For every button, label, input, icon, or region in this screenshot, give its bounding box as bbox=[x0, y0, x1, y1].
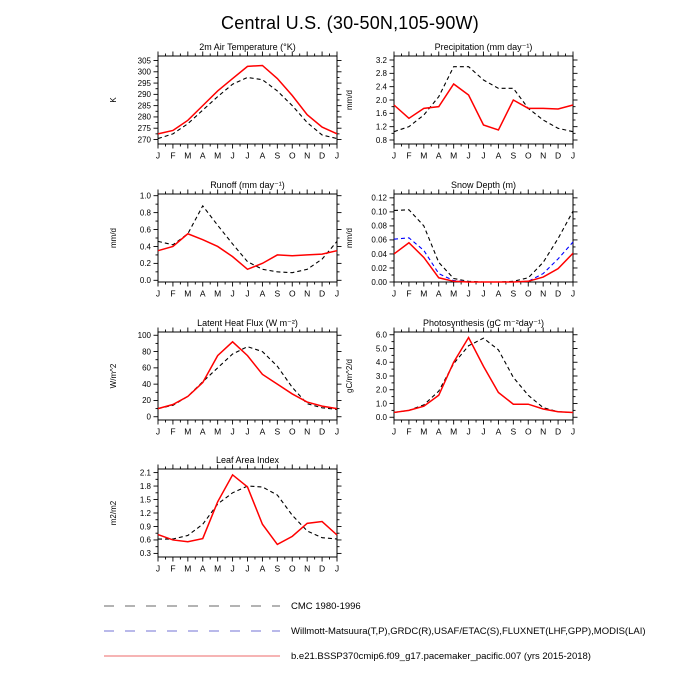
x-tick-label: M bbox=[450, 288, 458, 299]
y-tick-label: 0.4 bbox=[139, 242, 151, 252]
x-tick-label: F bbox=[406, 288, 412, 299]
x-tick-label: M bbox=[214, 150, 222, 161]
chart-title: Runoff (mm day⁻¹) bbox=[210, 180, 285, 190]
series-model-line bbox=[158, 342, 337, 409]
x-axis-labels bbox=[392, 289, 575, 299]
x-tick-label: J bbox=[391, 150, 397, 161]
y-axis-label: W/m^2 bbox=[109, 363, 118, 389]
y-tick-label: 1.2 bbox=[375, 122, 387, 132]
x-tick-label: J bbox=[155, 563, 161, 574]
x-axis-ticks bbox=[158, 190, 337, 287]
x-tick-label: J bbox=[481, 150, 486, 161]
x-tick-label: J bbox=[391, 426, 397, 437]
y-tick-label: 280 bbox=[137, 112, 151, 122]
y-tick-label: 0.9 bbox=[139, 522, 151, 532]
y-axis-ticks bbox=[154, 61, 342, 140]
y-tick-label: 2.0 bbox=[375, 95, 387, 105]
x-tick-label: A bbox=[495, 288, 502, 299]
y-axis-labels bbox=[376, 56, 388, 145]
x-tick-label: S bbox=[510, 150, 517, 161]
y-axis-label: mm/d bbox=[345, 228, 354, 248]
y-tick-label: 1.0 bbox=[375, 399, 387, 409]
x-tick-label: M bbox=[450, 426, 458, 437]
x-tick-label: M bbox=[214, 288, 222, 299]
series-cmc-line bbox=[394, 67, 573, 132]
plot-box bbox=[158, 56, 337, 144]
x-tick-label: A bbox=[259, 563, 266, 574]
y-tick-label: 1.8 bbox=[139, 481, 151, 491]
y-tick-label: 275 bbox=[137, 124, 151, 134]
chart-title: 2m Air Temperature (°K) bbox=[199, 42, 296, 52]
x-tick-label: S bbox=[274, 288, 281, 299]
chart-title: Snow Depth (m) bbox=[450, 180, 517, 190]
y-tick-label: 0.00 bbox=[371, 277, 387, 287]
x-tick-label: M bbox=[184, 150, 192, 161]
x-tick-label: O bbox=[524, 426, 532, 437]
y-tick-label: 1.0 bbox=[139, 191, 151, 201]
x-tick-label: A bbox=[199, 150, 206, 161]
y-tick-label: 0.8 bbox=[375, 135, 387, 145]
x-tick-label: O bbox=[288, 288, 296, 299]
x-tick-label: A bbox=[435, 288, 442, 299]
y-tick-label: 0.02 bbox=[371, 263, 387, 273]
chart-title: Leaf Area Index bbox=[215, 455, 280, 465]
y-tick-label: 80 bbox=[142, 347, 151, 357]
series-cmc-line bbox=[394, 338, 573, 412]
legend-line-model bbox=[104, 652, 282, 660]
y-tick-label: 0.08 bbox=[371, 221, 387, 231]
x-tick-label: O bbox=[288, 563, 296, 574]
y-tick-label: 305 bbox=[137, 56, 151, 66]
x-axis-ticks bbox=[394, 52, 573, 149]
x-tick-label: J bbox=[334, 150, 340, 161]
y-tick-label: 2.8 bbox=[375, 69, 387, 79]
y-axis-labels bbox=[138, 331, 152, 421]
x-tick-label: A bbox=[259, 426, 266, 437]
x-axis-ticks bbox=[158, 465, 337, 562]
y-tick-label: 290 bbox=[137, 90, 151, 100]
x-tick-label: F bbox=[406, 426, 412, 437]
x-tick-label: N bbox=[304, 288, 311, 299]
x-tick-label: S bbox=[274, 150, 281, 161]
x-axis-ticks bbox=[394, 190, 573, 287]
x-tick-label: M bbox=[214, 426, 222, 437]
y-tick-label: 285 bbox=[137, 101, 151, 111]
y-tick-label: 1.5 bbox=[139, 495, 151, 505]
x-tick-label: F bbox=[170, 288, 176, 299]
chart-title: Latent Heat Flux (W m⁻²) bbox=[197, 318, 298, 328]
y-tick-label: 300 bbox=[137, 67, 151, 77]
y-axis-ticks bbox=[154, 196, 342, 281]
x-tick-label: O bbox=[524, 150, 532, 161]
y-tick-label: 3.0 bbox=[375, 371, 387, 381]
y-tick-label: 0.3 bbox=[139, 549, 151, 559]
series-model-line bbox=[158, 475, 337, 545]
legend-item-model bbox=[104, 650, 664, 662]
x-axis-labels bbox=[156, 427, 339, 437]
x-tick-label: F bbox=[170, 563, 176, 574]
y-tick-label: 6.0 bbox=[375, 330, 387, 340]
x-tick-label: N bbox=[540, 288, 547, 299]
y-tick-label: 4.0 bbox=[375, 358, 387, 368]
x-tick-label: M bbox=[450, 150, 458, 161]
x-tick-label: J bbox=[570, 426, 576, 437]
x-tick-label: J bbox=[466, 288, 471, 299]
series-model-line bbox=[158, 65, 337, 133]
y-axis-ticks bbox=[390, 335, 578, 418]
x-tick-label: S bbox=[274, 426, 281, 437]
x-tick-label: M bbox=[214, 563, 222, 574]
x-tick-label: M bbox=[420, 288, 428, 299]
x-tick-label: D bbox=[555, 288, 562, 299]
y-tick-label: 270 bbox=[137, 135, 151, 145]
y-axis-label: gC/m^2/d bbox=[345, 359, 354, 393]
series-model-line bbox=[394, 338, 573, 413]
series-cmc-line bbox=[158, 486, 337, 539]
x-tick-label: J bbox=[570, 288, 576, 299]
x-tick-label: J bbox=[230, 150, 235, 161]
y-axis-label: mm/d bbox=[345, 90, 354, 110]
x-tick-label: F bbox=[170, 426, 176, 437]
x-tick-label: D bbox=[319, 150, 326, 161]
x-tick-label: J bbox=[334, 288, 340, 299]
y-tick-label: 0.0 bbox=[375, 413, 387, 423]
series-cmc-line bbox=[158, 77, 337, 138]
chart-precipitation bbox=[334, 40, 596, 172]
x-tick-label: A bbox=[259, 150, 266, 161]
y-tick-label: 0.8 bbox=[139, 208, 151, 218]
x-axis-labels bbox=[392, 427, 575, 437]
y-tick-label: 1.2 bbox=[139, 508, 151, 518]
x-tick-label: A bbox=[495, 426, 502, 437]
y-axis-label: K bbox=[109, 97, 118, 103]
x-tick-label: A bbox=[435, 426, 442, 437]
chart-runoff bbox=[98, 178, 360, 310]
x-tick-label: J bbox=[570, 150, 576, 161]
chart-snow-depth bbox=[334, 178, 596, 310]
x-tick-label: F bbox=[170, 150, 176, 161]
x-tick-label: N bbox=[540, 426, 547, 437]
y-tick-label: 20 bbox=[142, 396, 151, 406]
x-tick-label: J bbox=[245, 563, 250, 574]
x-axis-ticks bbox=[158, 328, 337, 425]
x-tick-label: A bbox=[495, 150, 502, 161]
y-tick-label: 1.6 bbox=[375, 109, 387, 119]
legend-item-obs bbox=[104, 625, 664, 637]
y-axis-labels bbox=[140, 191, 152, 285]
y-tick-label: 3.2 bbox=[375, 55, 387, 65]
plot-box bbox=[394, 194, 573, 282]
x-tick-label: J bbox=[481, 426, 486, 437]
figure-title: Central U.S. (30-50N,105-90W) bbox=[221, 13, 479, 33]
x-tick-label: D bbox=[319, 288, 326, 299]
chart-leaf-area-index bbox=[98, 453, 360, 585]
y-axis-ticks bbox=[390, 198, 578, 282]
chart-title: Photosynthesis (gC m⁻²day⁻¹) bbox=[422, 318, 545, 328]
x-tick-label: M bbox=[420, 150, 428, 161]
y-tick-label: 0.0 bbox=[139, 276, 151, 286]
x-tick-label: A bbox=[435, 150, 442, 161]
y-tick-label: 0.2 bbox=[139, 259, 151, 269]
x-tick-label: D bbox=[319, 426, 326, 437]
y-tick-label: 2.4 bbox=[375, 82, 387, 92]
x-tick-label: J bbox=[245, 150, 250, 161]
y-tick-label: 100 bbox=[137, 331, 151, 341]
x-tick-label: J bbox=[391, 288, 397, 299]
x-tick-label: J bbox=[466, 426, 471, 437]
plot-box bbox=[394, 56, 573, 144]
legend-line-obs bbox=[104, 627, 282, 635]
x-tick-label: A bbox=[199, 288, 206, 299]
y-axis-ticks bbox=[390, 60, 578, 140]
x-tick-label: J bbox=[155, 426, 161, 437]
x-tick-label: S bbox=[510, 288, 517, 299]
x-tick-label: J bbox=[245, 288, 250, 299]
x-tick-label: J bbox=[466, 150, 471, 161]
x-tick-label: D bbox=[319, 563, 326, 574]
chart-latent-heat-flux bbox=[98, 316, 360, 448]
x-tick-label: S bbox=[274, 563, 281, 574]
chart-air-temperature bbox=[98, 40, 360, 172]
series-cmc-line bbox=[158, 206, 337, 273]
x-tick-label: A bbox=[199, 563, 206, 574]
y-tick-label: 0 bbox=[146, 412, 151, 422]
y-tick-label: 60 bbox=[142, 363, 151, 373]
series-model-line bbox=[394, 84, 573, 130]
series-model-line bbox=[158, 234, 337, 270]
x-axis-labels bbox=[156, 564, 339, 574]
y-tick-label: 0.6 bbox=[139, 225, 151, 235]
y-tick-label: 0.10 bbox=[371, 207, 387, 217]
y-tick-label: 0.6 bbox=[139, 535, 151, 545]
x-tick-label: J bbox=[334, 563, 340, 574]
x-tick-label: A bbox=[259, 288, 266, 299]
x-tick-label: N bbox=[304, 150, 311, 161]
figure-legend bbox=[104, 600, 664, 675]
legend-line-cmc bbox=[104, 602, 282, 610]
x-tick-label: J bbox=[481, 288, 486, 299]
x-tick-label: O bbox=[524, 288, 532, 299]
x-tick-label: M bbox=[184, 563, 192, 574]
y-tick-label: 0.12 bbox=[371, 193, 387, 203]
x-tick-label: M bbox=[184, 426, 192, 437]
y-axis-label: m2/m2 bbox=[109, 500, 118, 526]
legend-label: b.e21.BSSP370cmip6.f09_g17.pacemaker_pacific.007 (yrs 2015-2018) bbox=[291, 650, 591, 662]
y-axis-labels bbox=[138, 56, 152, 144]
y-tick-label: 2.1 bbox=[139, 468, 151, 478]
plot-box bbox=[158, 332, 337, 420]
y-axis-labels bbox=[371, 194, 387, 287]
y-axis-labels bbox=[140, 468, 152, 558]
x-tick-label: J bbox=[334, 426, 340, 437]
y-tick-label: 5.0 bbox=[375, 344, 387, 354]
series-cmc-line bbox=[394, 210, 573, 282]
x-tick-label: N bbox=[540, 150, 547, 161]
x-tick-label: J bbox=[245, 426, 250, 437]
plot-box bbox=[158, 469, 337, 557]
chart-photosynthesis bbox=[334, 316, 596, 448]
x-tick-label: O bbox=[288, 426, 296, 437]
y-tick-label: 0.06 bbox=[371, 235, 387, 245]
y-tick-label: 0.04 bbox=[371, 249, 387, 259]
x-tick-label: M bbox=[420, 426, 428, 437]
x-tick-label: J bbox=[230, 563, 235, 574]
x-tick-label: O bbox=[288, 150, 296, 161]
y-tick-label: 295 bbox=[137, 78, 151, 88]
x-tick-label: J bbox=[230, 426, 235, 437]
x-tick-label: N bbox=[304, 563, 311, 574]
legend-label: Willmott-Matsuura(T,P),GRDC(R),USAF/ETAC(S),FLUXNET(LHF,GPP),MODIS(LAI) bbox=[291, 625, 646, 637]
legend-label: CMC 1980-1996 bbox=[291, 600, 361, 612]
x-tick-label: S bbox=[510, 426, 517, 437]
x-axis-labels bbox=[156, 151, 339, 161]
x-tick-label: M bbox=[184, 288, 192, 299]
legend-item-cmc bbox=[104, 600, 664, 612]
chart-title: Precipitation (mm day⁻¹) bbox=[434, 42, 533, 52]
x-tick-label: J bbox=[230, 288, 235, 299]
x-tick-label: D bbox=[555, 426, 562, 437]
x-axis-labels bbox=[156, 289, 339, 299]
y-axis-labels bbox=[376, 331, 388, 423]
y-axis-label: mm/d bbox=[109, 228, 118, 248]
x-tick-label: J bbox=[155, 288, 161, 299]
x-tick-label: D bbox=[555, 150, 562, 161]
x-tick-label: J bbox=[155, 150, 161, 161]
x-tick-label: A bbox=[199, 426, 206, 437]
x-tick-label: N bbox=[304, 426, 311, 437]
x-axis-labels bbox=[392, 151, 575, 161]
x-tick-label: F bbox=[406, 150, 412, 161]
y-tick-label: 2.0 bbox=[375, 385, 387, 395]
y-tick-label: 40 bbox=[142, 379, 151, 389]
